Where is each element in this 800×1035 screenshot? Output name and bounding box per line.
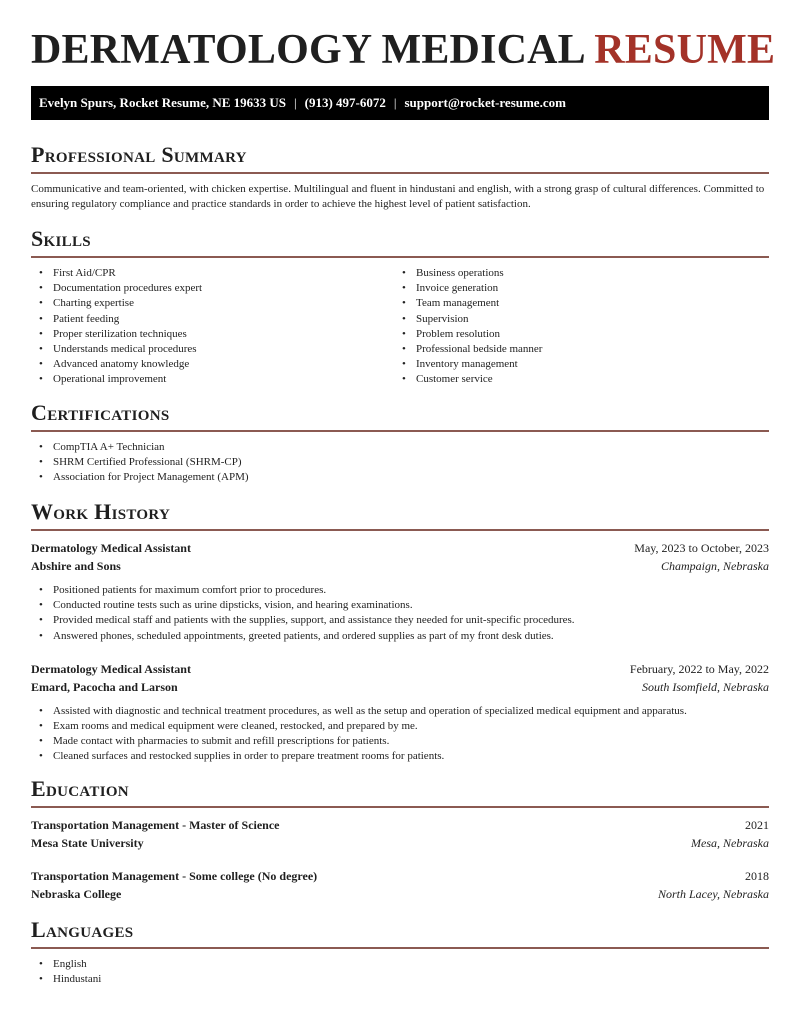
- section-heading: Work History: [31, 499, 171, 524]
- language-item: • Hindustani: [31, 972, 769, 987]
- job-duty: • Exam rooms and medical equipment were cleaned, restocked, and prepared by me.: [31, 719, 769, 734]
- skills-column-left: [31, 258, 394, 388]
- job-duties-list: [31, 704, 769, 765]
- education-year: 2018: [745, 869, 769, 883]
- job-company-row: [31, 557, 769, 575]
- section-divider: [31, 430, 769, 432]
- contact-email[interactable]: support@rocket-resume.com: [404, 95, 566, 110]
- skill-item: • Patient feeding: [31, 312, 394, 327]
- job-duty: • Made contact with pharmacies to submit and refill prescriptions for patients.: [31, 734, 769, 749]
- resume-title: [31, 26, 775, 74]
- education-school: Mesa State University: [31, 836, 144, 850]
- skill-item: • Documentation procedures expert: [31, 281, 394, 296]
- education-entry: [31, 867, 769, 903]
- education-school: Nebraska College: [31, 887, 122, 901]
- skill-item: • Proper sterilization techniques: [31, 327, 394, 342]
- job-company: Abshire and Sons: [31, 559, 121, 573]
- job-location: Champaign, Nebraska: [661, 559, 769, 573]
- job-duty: • Answered phones, scheduled appointments, greeted patients, and ordered supplies as part of my front desk duties.: [31, 629, 769, 644]
- skill-item: • Advanced anatomy knowledge: [31, 357, 394, 372]
- section-divider: [31, 806, 769, 808]
- section-heading: Skills: [31, 226, 91, 251]
- skill-item: • Operational improvement: [31, 372, 394, 387]
- contact-bar: [31, 86, 769, 120]
- skill-item: • First Aid/CPR: [31, 266, 394, 281]
- languages-section: [31, 917, 769, 987]
- contact-phone: (913) 497-6072: [304, 95, 386, 110]
- job-title-row: [31, 660, 769, 678]
- skill-item: • Team management: [394, 296, 757, 311]
- summary-text: Communicative and team-oriented, with chicken expertise. Multilingual and fluent in hindustani and english, with a strong grasp of cultural differences. Committed to ensuring regulatory compliance and practice standards in order to achieve the highest level of patient satisfaction.: [31, 183, 765, 210]
- skill-item: • Supervision: [394, 312, 757, 327]
- job-entry: [31, 539, 769, 644]
- job-duty: • Assisted with diagnostic and technical treatment procedures, as well as the setup and operation of specialized medical equipment and apparatus.: [31, 704, 769, 719]
- education-entry: [31, 816, 769, 852]
- certification-item: • CompTIA A+ Technician: [31, 440, 769, 455]
- contact-address: Evelyn Spurs, Rocket Resume, NE 19633 US: [39, 95, 287, 110]
- job-duty: • Positioned patients for maximum comfort prior to procedures.: [31, 583, 769, 598]
- job-location: South Isomfield, Nebraska: [642, 679, 769, 694]
- skill-item: • Business operations: [394, 266, 757, 281]
- contact-separator: |: [393, 95, 397, 110]
- skill-item: • Inventory management: [394, 357, 757, 372]
- skill-item: • Professional bedside manner: [394, 342, 757, 357]
- education-section: [31, 776, 769, 903]
- job-duty: • Cleaned surfaces and restocked supplies in order to prepare treatment rooms for patients.: [31, 749, 769, 764]
- job-title: Dermatology Medical Assistant: [31, 661, 191, 676]
- education-school-row: [31, 834, 769, 852]
- section-divider: [31, 172, 769, 174]
- title-main: DERMATOLOGY MEDICAL: [31, 27, 584, 73]
- certification-item: • Association for Project Management (APM): [31, 470, 769, 485]
- education-school-row: [31, 885, 769, 903]
- job-company: Emard, Pacocha and Larson: [31, 679, 178, 694]
- languages-list: [31, 957, 769, 987]
- skills-list-left: [31, 266, 394, 388]
- education-location: North Lacey, Nebraska: [658, 887, 769, 901]
- work-history-section: [31, 499, 769, 765]
- certifications-list: [31, 440, 769, 486]
- skills-column-right: [394, 258, 757, 388]
- skill-item: • Charting expertise: [31, 296, 394, 311]
- skill-item: • Understands medical procedures: [31, 342, 394, 357]
- education-location: Mesa, Nebraska: [691, 836, 769, 850]
- skill-item: • Invoice generation: [394, 281, 757, 296]
- section-divider: [31, 529, 769, 531]
- job-duty: • Conducted routine tests such as urine dipsticks, vision, and hearing examinations.: [31, 598, 769, 613]
- job-duties-list: [31, 583, 769, 644]
- summary-section: [31, 142, 769, 212]
- section-heading: Languages: [31, 917, 134, 942]
- education-degree-row: [31, 867, 769, 885]
- skill-item: • Customer service: [394, 372, 757, 387]
- education-degree: Transportation Management - Some college (No degree): [31, 869, 318, 883]
- job-dates: February, 2022 to May, 2022: [629, 661, 769, 676]
- section-heading: Certifications: [31, 400, 170, 425]
- education-degree-row: [31, 816, 769, 834]
- job-entry: [31, 660, 769, 765]
- job-duty: • Provided medical staff and patients with the supplies, support, and assistance they needed for unit-specific procedures.: [31, 613, 769, 628]
- skill-item: • Problem resolution: [394, 327, 757, 342]
- title-accent: RESUME: [594, 27, 776, 73]
- section-heading: Professional Summary: [31, 142, 247, 167]
- skills-section: [31, 226, 769, 388]
- section-divider: [31, 947, 769, 949]
- contact-separator: |: [294, 95, 297, 110]
- job-title-row: [31, 539, 769, 557]
- job-dates: May, 2023 to October, 2023: [634, 541, 769, 555]
- section-heading: Education: [31, 776, 129, 801]
- certifications-section: [31, 400, 769, 486]
- education-degree: Transportation Management - Master of Science: [31, 818, 280, 832]
- education-year: 2021: [745, 818, 769, 832]
- certification-item: • SHRM Certified Professional (SHRM-CP): [31, 455, 769, 470]
- skills-columns: [31, 258, 769, 388]
- language-item: • English: [31, 957, 769, 972]
- skills-list-right: [394, 266, 757, 388]
- job-title: Dermatology Medical Assistant: [31, 541, 191, 555]
- job-company-row: [31, 678, 769, 696]
